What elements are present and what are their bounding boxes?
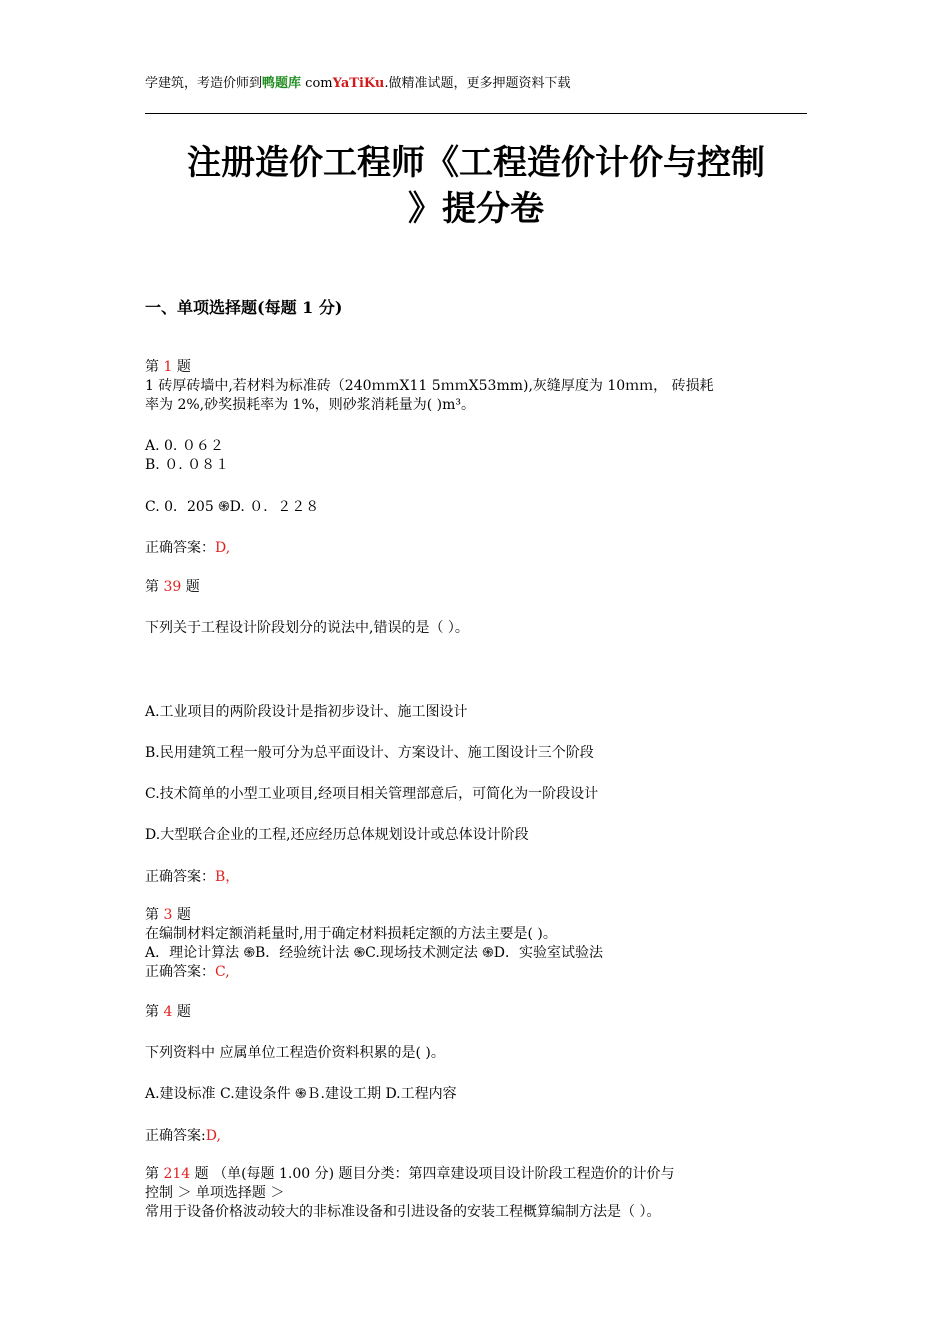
option-c: C.技术简单的小型工业项目,经项目相关管理部意后，可简化为一阶段设计 bbox=[145, 786, 599, 802]
header-rule bbox=[145, 113, 807, 114]
question-number: 第 4 题 bbox=[145, 1004, 191, 1020]
question-stem: 下列资料中 应属单位工程造价资料积累的是( )。 bbox=[145, 1045, 445, 1061]
option-a: A.工业项目的两阶段设计是指初步设计、施工图设计 bbox=[145, 704, 468, 720]
question-stem: 在编制材料定额消耗量时,用于确定材料损耗定额的方法主要是( )。 bbox=[145, 926, 557, 942]
brand-mid: com bbox=[301, 76, 333, 91]
answer: 正确答案：C, bbox=[145, 964, 230, 980]
question-category: 控制 ＞ 单项选择题 ＞ bbox=[145, 1185, 285, 1201]
brand-cn: 鸭题库 bbox=[262, 76, 302, 91]
page-header bbox=[145, 72, 571, 91]
title-line-1: 注册造价工程师《工程造价计价与控制 bbox=[187, 143, 765, 183]
question-stem: 率为 2%,砂奖损耗率为 1%，则砂浆消耗量为( )m³。 bbox=[145, 397, 476, 413]
answer: 正确答案：B， bbox=[145, 869, 240, 885]
question-number: 第 1 题 bbox=[145, 359, 191, 375]
header-suffix: .做精准试题，更多押题资料下载 bbox=[384, 76, 571, 91]
options: A.建设标准 C.建设条件 ֍Ｂ.建设工期 D.工程内容 bbox=[145, 1086, 457, 1102]
title-line-2: 》提分卷 bbox=[408, 189, 544, 229]
header-prefix: 学建筑，考造价师到 bbox=[145, 76, 263, 91]
options: A．理论计算法 ֍B．经验统计法 ֍C.现场技术测定法 ֍D．实验室试验法 bbox=[145, 945, 603, 961]
option-d: D.大型联合企业的工程,还应经历总体规划设计或总体设计阶段 bbox=[145, 827, 529, 843]
brand-en: YaTiKu bbox=[332, 76, 385, 91]
question-number: 第 3 题 bbox=[145, 907, 191, 923]
option-b: B.民用建筑工程一般可分为总平面设计、方案设计、施工图设计三个阶段 bbox=[145, 745, 594, 761]
answer: 正确答案：D, bbox=[145, 540, 231, 556]
question-number: 第 214 题 （单(每题 1.00 分) 题目分类：第四章建设项目设计阶段工程造价的计价与 bbox=[145, 1166, 675, 1182]
option-b: B. ０. ０８１ bbox=[145, 457, 230, 473]
section-heading: 一、单项选择题(每题 1 分) bbox=[145, 298, 343, 317]
answer: 正确答案:D, bbox=[145, 1128, 221, 1144]
options-c-d: C. 0．205 ֍D. ０．２２８ bbox=[145, 499, 320, 515]
question-stem: 常用于设备价格波动较大的非标准设备和引进设备的安装工程概算编制方法是（ ）。 bbox=[145, 1204, 661, 1220]
option-a: A. 0. ０６２ bbox=[145, 438, 224, 454]
question-stem: 下列关于工程设计阶段划分的说法中,错误的是（ ）。 bbox=[145, 620, 469, 636]
question-stem: 1 砖厚砖墙中,若材料为标准砖（240ｍｍX11 5ｍｍX53mm),灰缝厚度为 10ｍｍ， 砖损耗 bbox=[145, 378, 714, 394]
page-title bbox=[145, 140, 807, 232]
question-number: 第 39 题 bbox=[145, 579, 200, 595]
